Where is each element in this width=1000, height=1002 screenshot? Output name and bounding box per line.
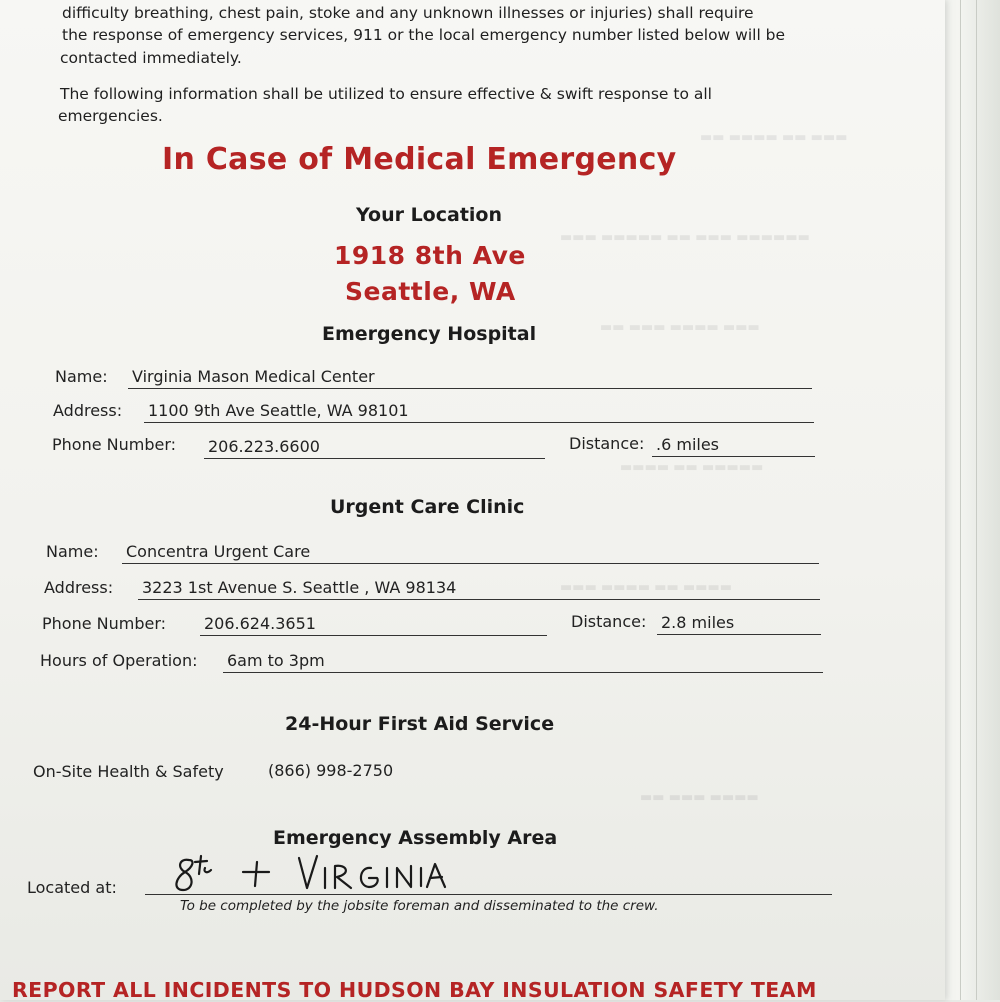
hospital-distance-label: Distance: [569, 434, 645, 453]
urgent-care-distance-label: Distance: [571, 612, 647, 631]
urgent-care-hours-field: 6am to 3pm [223, 651, 823, 673]
footer-report-notice: REPORT ALL INCIDENTS TO HUDSON BAY INSULATION SAFETY TEAM [12, 978, 817, 1002]
intro-line-5: emergencies. [58, 107, 163, 125]
assembly-located-label: Located at: [27, 878, 117, 897]
urgent-care-name-field: Concentra Urgent Care [122, 542, 819, 564]
intro-line-3: contacted immediately. [60, 49, 242, 67]
urgent-care-phone-label: Phone Number: [42, 614, 167, 633]
hospital-address-label: Address: [53, 401, 123, 420]
hospital-heading: Emergency Hospital [322, 323, 537, 345]
urgent-care-hours-label: Hours of Operation: [40, 651, 198, 670]
location-city: Seattle, WA [345, 277, 516, 306]
intro-line-1: difficulty breathing, chest pain, stoke and any unknown illnesses or injuries) shall require [62, 4, 754, 22]
urgent-care-name-label: Name: [46, 542, 99, 561]
hospital-phone-field: 206.223.6600 [204, 437, 545, 459]
urgent-care-address-label: Address: [44, 578, 114, 597]
location-heading: Your Location [356, 204, 502, 226]
first-aid-provider: On-Site Health & Safety [33, 762, 224, 781]
urgent-care-heading: Urgent Care Clinic [330, 496, 525, 518]
hospital-phone-label: Phone Number: [52, 435, 177, 454]
hospital-name-field: Virginia Mason Medical Center [128, 367, 812, 389]
urgent-care-phone-field: 206.624.3651 [200, 614, 547, 636]
intro-line-4: The following information shall be utilized to ensure effective & swift response to all [60, 85, 712, 103]
hospital-address-field: 1100 9th Ave Seattle, WA 98101 [144, 401, 814, 423]
handwritten-assembly-location [165, 850, 455, 898]
urgent-care-address-field: 3223 1st Avenue S. Seattle , WA 98134 [138, 578, 820, 600]
assembly-heading: Emergency Assembly Area [273, 827, 558, 849]
intro-line-2: the response of emergency services, 911 or the local emergency number listed below will be [62, 26, 786, 44]
location-street: 1918 8th Ave [334, 241, 526, 270]
first-aid-phone: (866) 998-2750 [268, 761, 394, 780]
hospital-distance-field: .6 miles [652, 435, 815, 457]
hospital-name-label: Name: [55, 367, 108, 386]
urgent-care-distance-field: 2.8 miles [657, 613, 821, 635]
emergency-info-sheet: ▬▬ ▬▬▬▬ ▬▬ ▬▬▬ ▬▬▬ ▬▬▬▬▬ ▬▬ ▬▬▬ ▬▬▬▬▬▬ ▬▬ ▬▬▬ ▬▬▬▬ ▬▬▬ ▬▬▬▬ ▬▬ ▬▬▬▬▬ ▬▬▬ ▬▬▬▬ ▬▬ ▬▬▬▬ ▬▬ ▬▬▬ ▬▬▬▬ difficulty breathing, chest pain, stoke and any unknown illnesses or injuries) shall require the response of emergency services, 911 or the local emergency number listed below will be contacted immediately. The following information shall be utilized to ensure effective & swift response to all emergencies. In Case of Medical Emergency Your Location 1918 8th Ave Seattle, WA Emergency Hospital Name: Virginia Mason Medical Center Address: 1100 9th Ave Seattle, WA 98101 Phone Number: 206.223.6600 Distance: .6 miles Urgent Care Clinic Name: Concentra Urgent Care Address: 3223 1st Avenue S. Seattle , WA 98134 Phone Number: 206.624.3651 Distance: 2.8 miles Hours of Operation: 6am to 3pm 24-Hour First Aid Service On-Site Health & Safety (866) 998-2750 Emergency Assembly Area Located at: To be completed by the jobsite foreman and disseminated to the crew. REPORT ALL INCIDENTS TO HUDSON BAY INSULATION SAFETY TEAM [0, 0, 945, 1000]
assembly-note: To be completed by the jobsite foreman and disseminated to the crew. [180, 898, 659, 914]
page-title: In Case of Medical Emergency [162, 142, 677, 177]
first-aid-heading: 24-Hour First Aid Service [285, 713, 555, 735]
